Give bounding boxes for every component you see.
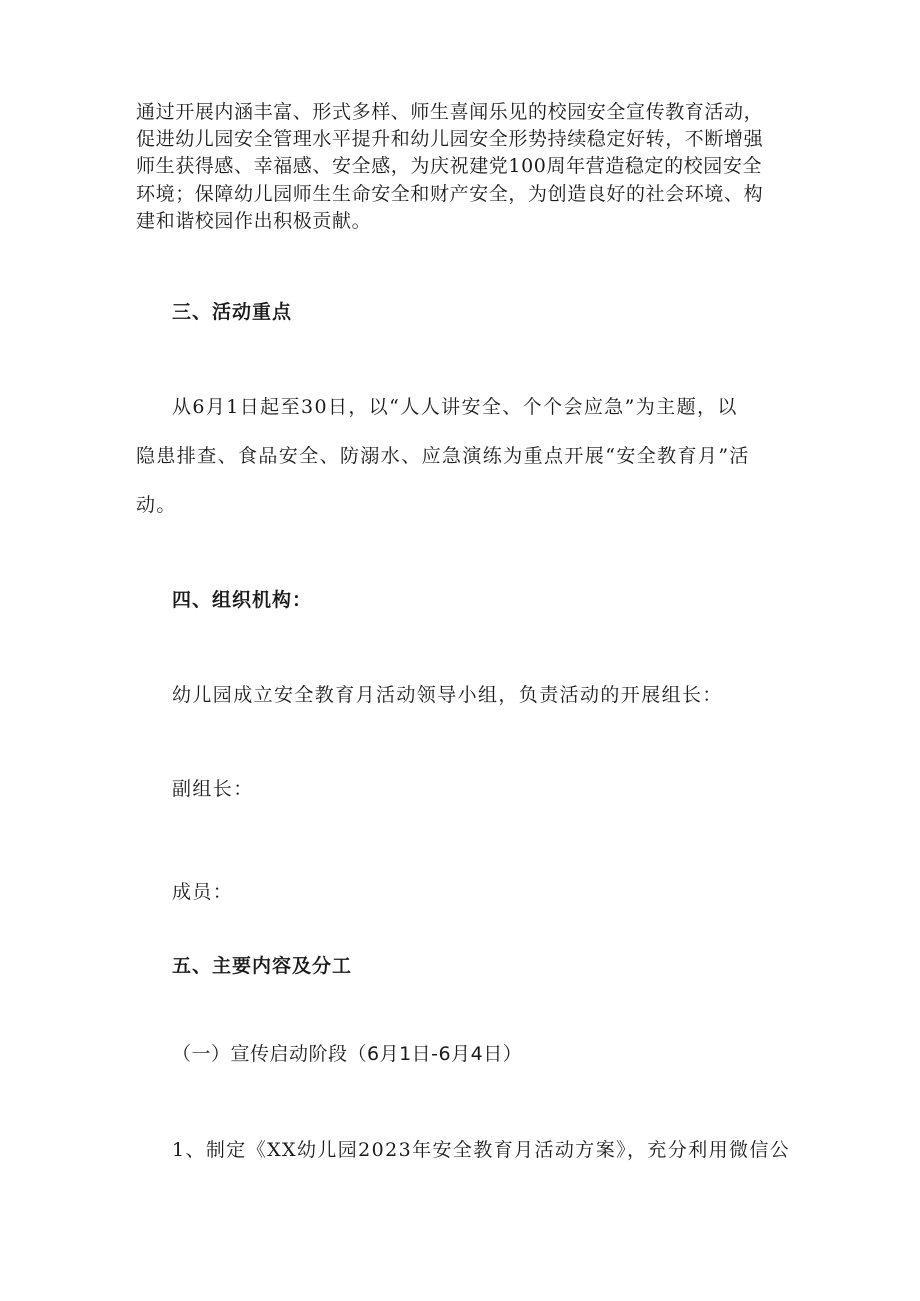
section5-item-1: 1、制定《XX幼儿园2023年安全教育月活动方案》，充分利用微信公 [172,1139,791,1161]
section3-line-2: 隐患排查、食品安全、防溺水、应急演练为重点开展“安全教育月”活 [136,445,750,467]
section4-line-3: 成员： [172,881,234,903]
intro-line-1: 通过开展内涵丰富、形式多样、师生喜闻乐见的校园安全宣传教育活动， [136,101,764,123]
intro-line-4: 环境；保障幼儿园师生生命安全和财产安全，为创造良好的社会环境、构 [136,183,764,205]
section4-line-2: 副组长： [172,778,254,800]
intro-line-5: 建和谐校园作出积极贡献。 [136,210,372,232]
intro-line-3: 师生获得感、幸福感、安全感，为庆祝建党100周年营造稳定的校园安全 [136,155,763,177]
section5-heading: 五、主要内容及分工 [172,955,353,977]
section5-subheading: （一）宣传启动阶段（6月1日-6月4日） [172,1043,523,1065]
section3-heading: 三、活动重点 [172,301,293,323]
section4-heading: 四、组织机构： [172,589,313,611]
intro-line-2: 促进幼儿园安全管理水平提升和幼儿园安全形势持续稳定好转，不断增强 [136,128,764,150]
section3-line-1: 从6月1日起至30日，以“人人讲安全、个个会应急”为主题，以 [172,396,738,418]
section3-line-3: 动。 [136,494,177,516]
section4-line-1: 幼儿园成立安全教育月活动领导小组，负责活动的开展组长： [172,684,723,706]
